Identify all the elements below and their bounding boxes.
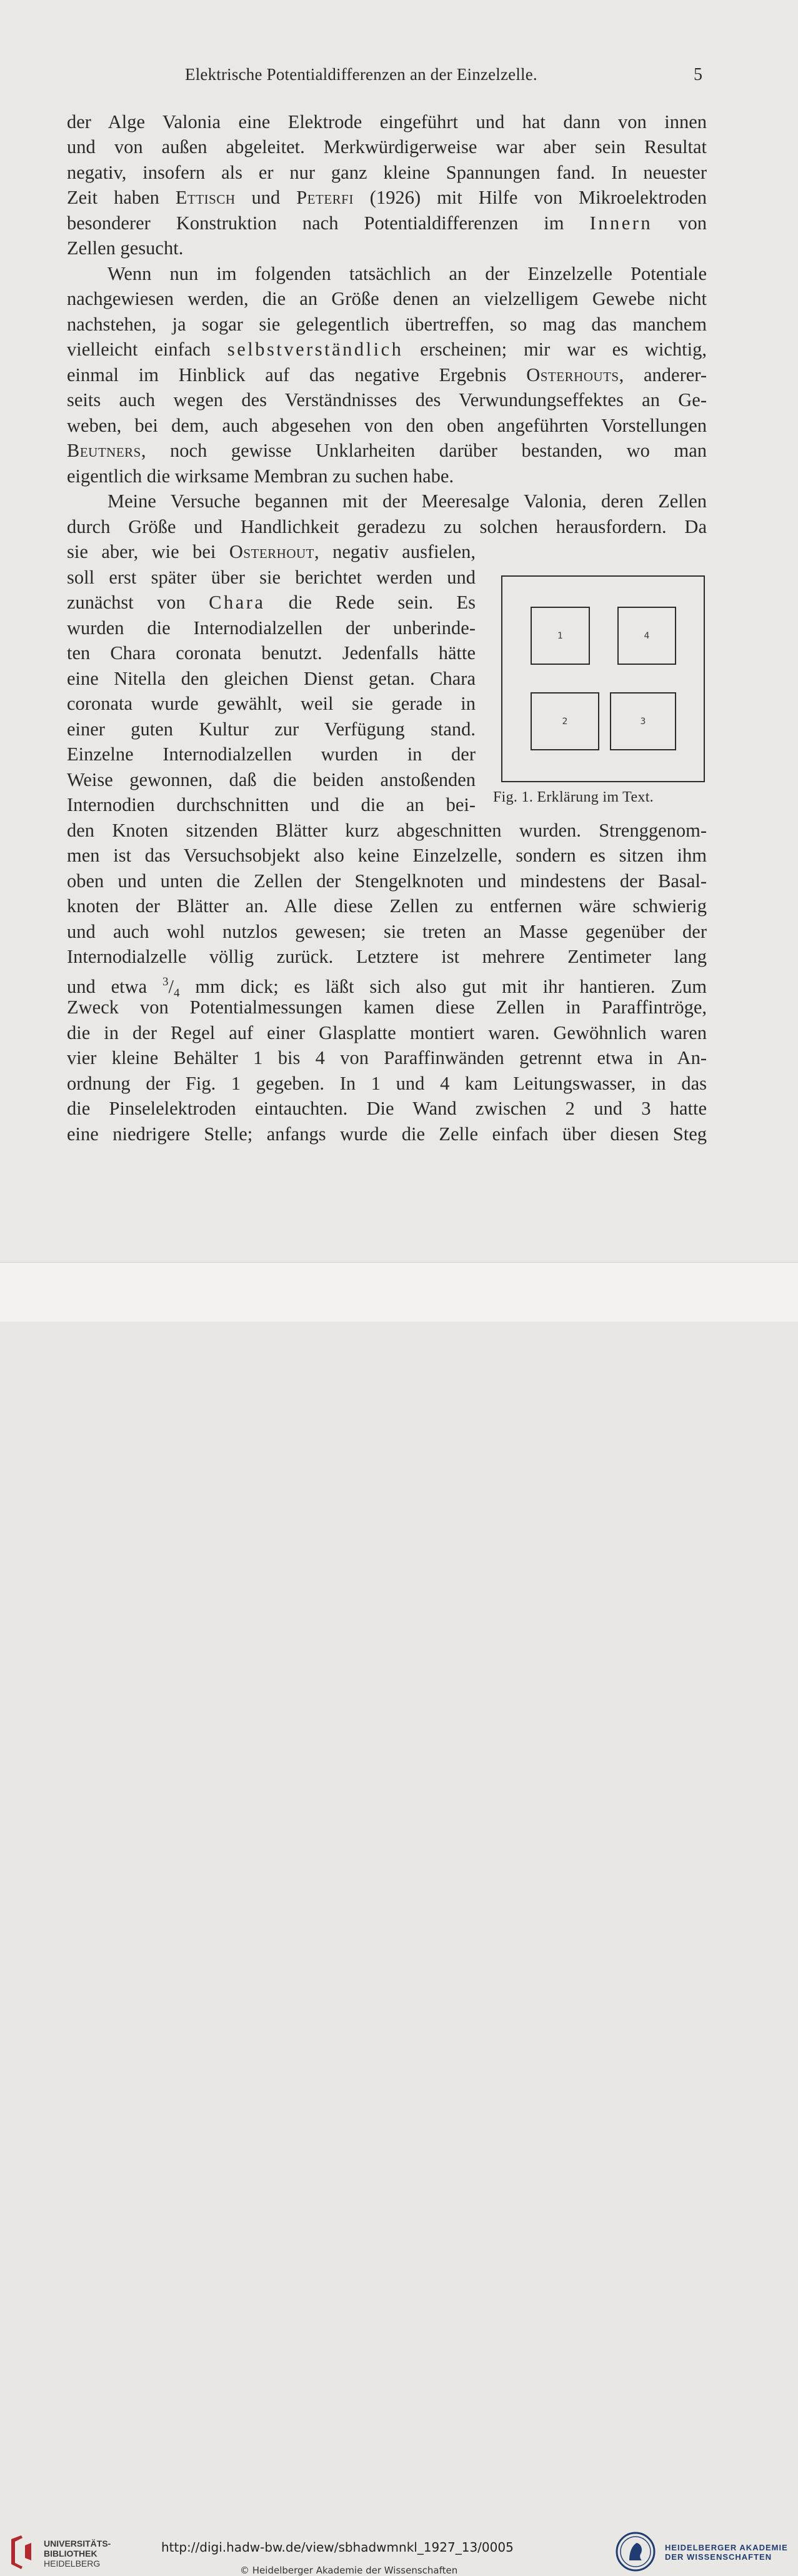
text-line: Internodialzelle völlig zurück. Letztere ist mehrere Zentimeter lang — [67, 946, 707, 967]
text-line: Weise gewonnen, daß die beiden anstoßenden — [67, 769, 476, 790]
text-line: besonderer Konstruktion nach Potentialdifferenzen im Innern von — [67, 212, 707, 234]
text-line: vielleicht einfach selbstverständlich erscheinen; mir war es wichtig, — [67, 339, 707, 360]
text-line: men ist das Versuchsobjekt also keine Einzelzelle, sondern es sitzen ihm — [67, 845, 707, 866]
text-line: Einzelne Internodialzellen wurden in der — [67, 743, 476, 765]
text-line: den Knoten sitzenden Blätter kurz abgeschnitten wurden. Strenggenom- — [67, 820, 707, 841]
author-name: Osterhout — [229, 541, 315, 562]
container-4: 4 — [617, 607, 676, 665]
author-name: Ettisch — [175, 187, 236, 208]
text-line: seits auch wegen des Verständnisses des Verwundungseffektes an Ge- — [67, 389, 707, 410]
text-line: die Pinselelektroden eintauchten. Die Wand zwischen 2 und 3 hatte — [67, 1098, 707, 1119]
author-name: Peterfi — [296, 187, 354, 208]
text-line: einer guten Kultur zur Verfügung stand. — [67, 719, 476, 740]
text-line: einmal im Hinblick auf das negative Ergebnis Osterhouts, anderer- — [67, 364, 707, 385]
academy-name: HEIDELBERGER AKADEMIE DER WISSENSCHAFTEN — [665, 2543, 788, 2562]
text-line: Zeit haben Ettisch und Peterfi (1926) mit Hilfe von Mikroelektroden — [67, 187, 707, 208]
container-3: 3 — [610, 692, 676, 750]
figure-1-diagram — [501, 575, 705, 782]
text-line: Zweck von Potentialmessungen kamen diese Zellen in Paraffintröge, — [67, 997, 707, 1018]
text-line: Meine Versuche begannen mit der Meeresalge Valonia, deren Zellen — [107, 490, 707, 512]
text-line: eine Nitella den gleichen Dienst getan. Chara — [67, 668, 476, 689]
container-2: 2 — [531, 692, 599, 750]
text-line: eine niedrigere Stelle; anfangs wurde die Zelle einfach über diesen Steg — [67, 1123, 707, 1145]
text-line: ordnung der Fig. 1 gegeben. In 1 und 4 kam Leitungswasser, in das — [67, 1073, 707, 1094]
text-line: ten Chara coronata benutzt. Jedenfalls hätte — [67, 642, 476, 664]
text-line: soll erst später über sie berichtet werden und — [67, 567, 476, 588]
text-line: nachstehen, ja sogar sie gelegentlich übertreffen, so mag das manchem — [67, 314, 707, 335]
text-line: und von außen abgeleitet. Merkwürdigerweise war aber sein Resultat — [67, 136, 707, 157]
viewer-footer — [0, 1262, 798, 2576]
emphasis: Chara — [209, 592, 266, 613]
emphasis: Innern — [589, 212, 653, 234]
author-name: Beutners — [67, 440, 141, 461]
text-line: die in der Regel auf einer Glasplatte montiert waren. Gewöhnlich waren — [67, 1022, 707, 1043]
text-line: nachgewiesen werden, die an Größe denen an vielzelligem Gewebe nicht — [67, 288, 707, 309]
running-title: Elektrische Potentialdifferenzen an der Einzelzelle. — [185, 65, 537, 84]
text-line: eigentlich die wirksame Membran zu suchen habe. — [67, 465, 454, 487]
text-line: vier kleine Behälter 1 bis 4 von Paraffinwänden getrennt etwa in An- — [67, 1047, 707, 1068]
text-line: wurden die Internodialzellen der unberinde- — [67, 617, 476, 639]
fraction-denominator: 4 — [174, 987, 180, 1000]
figure-caption: Fig. 1. Erklärung im Text. — [493, 789, 654, 805]
text-line: Zellen gesucht. — [67, 237, 184, 259]
text-line: Internodien durchschnitten und die an bei- — [67, 794, 476, 815]
text-line: negativ, insofern als er nur ganz kleine Spannungen fand. In neuester — [67, 162, 707, 183]
text-line: coronata wurde gewählt, weil sie gerade in — [67, 693, 476, 714]
author-name: Osterhouts — [526, 364, 619, 385]
text-line: sie aber, wie bei Osterhout, negativ ausfielen, — [67, 541, 476, 562]
document-url-link[interactable]: http://digi.hadw-bw.de/view/sbhadwmnkl_1927_13/0005 — [161, 2540, 514, 2555]
text-line: durch Größe und Handlichkeit geradezu zu solchen herausfordern. Da — [67, 516, 707, 537]
fraction-numerator: 3 — [162, 975, 169, 988]
text-line: oben und unten die Zellen der Stengelknoten und mindestens der Basal- — [67, 870, 707, 892]
text-line: und etwa $^3/_4$ mm dick; es läßt sich also gut mit ihr hantieren. Zum — [67, 975, 707, 1000]
text-line: Beutners, noch gewisse Unklarheiten darüber bestanden, wo man — [67, 440, 707, 461]
text-line: zunächst von Chara die Rede sein. Es — [67, 592, 476, 613]
university-library-logo-icon — [9, 2534, 34, 2569]
copyright-notice: © Heidelberger Akademie der Wissenschaften — [240, 2565, 458, 2576]
text-line: knoten der Blätter an. Alle diese Zellen zu entfernen wäre schwierig — [67, 895, 707, 917]
document-page — [0, 0, 798, 1262]
text-line: und auch wohl nutzlos gewesen; sie treten an Masse gegenüber der — [67, 921, 707, 942]
page-number: 5 — [694, 65, 702, 84]
text-line: der Alge Valonia eine Elektrode eingeführt und hat dann von innen — [67, 111, 707, 132]
text-line: Wenn nun im folgenden tatsächlich an der Einzelzelle Potentiale — [107, 263, 707, 284]
academy-seal-icon — [616, 2532, 656, 2572]
text-line: weben, bei dem, auch abgesehen von den oben angeführten Vorstellungen — [67, 415, 707, 436]
university-library-name: UNIVERSITÄTS- BIBLIOTHEK HEIDELBERG — [44, 2539, 111, 2569]
container-1: 1 — [531, 607, 590, 665]
emphasis: selbstverständlich — [227, 339, 404, 360]
